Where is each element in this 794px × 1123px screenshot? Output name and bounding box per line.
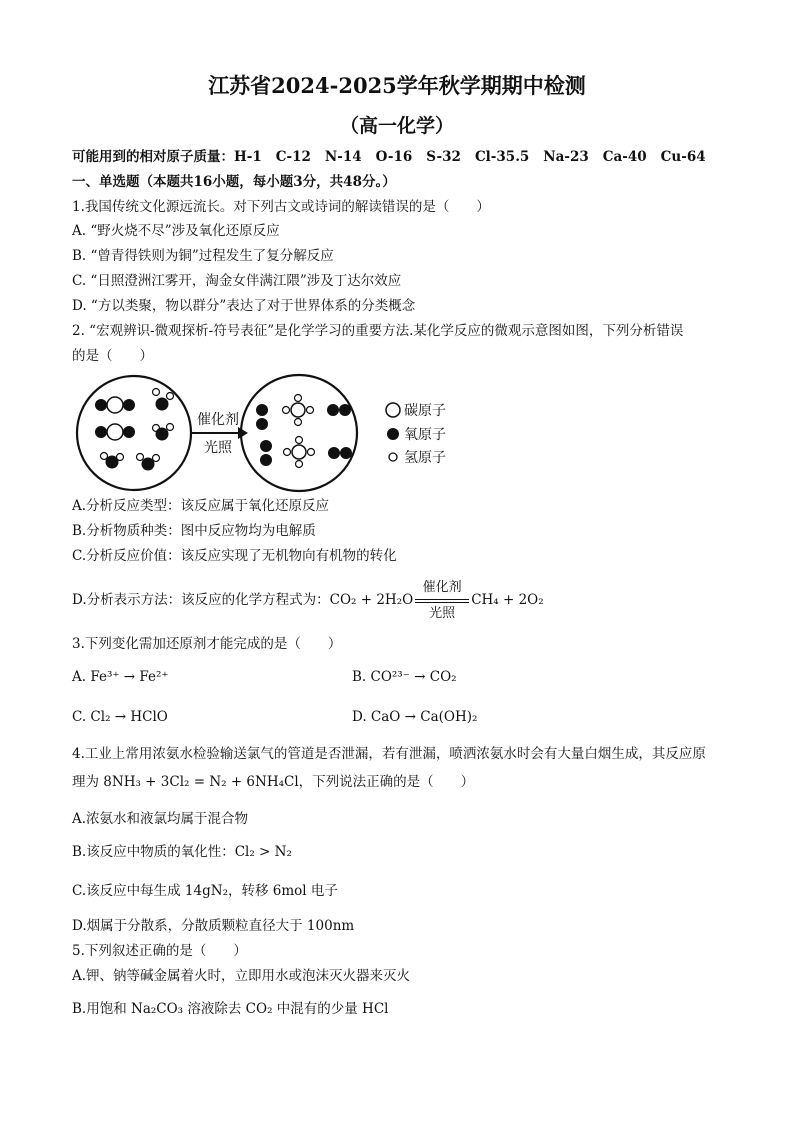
q5-option-a: A.钾、钠等碱金属着火时，立即用水或泡沫灭火器来灭火 [72,968,411,984]
reaction-diagram [70,372,460,494]
mass-cu: Cu-64 [660,149,706,165]
q1-option-d: D. “方以类聚，物以群分”表达了对于世界体系的分类概念 [72,298,416,314]
q2-stem-line1: 2. “宏观辨识-微观探析-符号表征”是化学学习的重要方法.某化学反应的微观示意图如图，下列分析错误 [72,323,684,339]
legend-carbon: 碳原子 [404,403,446,419]
q4-option-d: D.烟属于分散系，分散质颗粒直径大于 100nm [72,918,355,934]
mass-ca: Ca-40 [602,149,647,165]
diagram-condition-top: 催化剂 [197,412,239,428]
q4-option-b: B.该反应中物质的氧化性：Cl₂ > N₂ [72,844,292,860]
q4-option-a: A.浓氨水和液氯均属于混合物 [72,811,249,827]
q1-option-c: C. “日照澄洲江雾开，淘金女伴满江隈”涉及丁达尔效应 [72,273,402,289]
mass-o: O-16 [375,149,413,165]
q2-d-condition-top: 催化剂 [422,579,462,595]
q3-option-d: D. CaO → Ca(OH)₂ [352,709,478,725]
mass-n: N-14 [324,149,362,165]
q4-option-c: C.该反应中每生成 14gN₂，转移 6mol 电子 [72,883,338,899]
q2-d-rhs: CH₄ + 2O₂ [471,592,544,608]
oxygen-atom-icon [387,428,399,440]
exam-title: 江苏省2024-2025学年秋学期期中检测 [208,73,586,98]
q2-option-a: A.分析反应类型：该反应属于氧化还原反应 [72,498,330,514]
section-heading: 一、单选题（本题共16小题，每小题3分，共48分。） [72,174,396,190]
q3-option-a: A. Fe³⁺ → Fe²⁺ [72,669,169,685]
q2-option-c: C.分析反应价值：该反应实现了无机物向有机物的转化 [72,548,397,564]
mass-cl: Cl-35.5 [474,149,530,165]
q5-stem: 5.下列叙述正确的是（ ） [72,943,247,959]
q2-d-condition-bottom: 光照 [429,605,456,621]
diagram-condition-bottom: 光照 [204,440,232,456]
q2-stem-line2: 的是（ ） [72,348,153,364]
legend-oxygen: 氧原子 [404,427,446,443]
mass-c: C-12 [275,149,311,165]
q3-stem: 3.下列变化需加还原剂才能完成的是（ ） [72,636,342,652]
q2-d-lhs: CO₂ + 2H₂O [329,592,414,608]
legend-hydrogen: 氢原子 [404,450,446,466]
mass-h: H-1 [234,149,262,165]
q1-stem: 1.我国传统文化源远流长。对下列古文或诗词的解读错误的是（ ） [72,199,490,215]
q2-option-d [72,578,544,622]
mass-na: Na-23 [543,149,589,165]
q4-stem-line1: 4.工业上常用浓氨水检验输送氯气的管道是否泄漏，若有泄漏，喷洒浓氨水时会有大量白烟生成，其反应原 [72,746,706,762]
masses-label: 可能用到的相对原子质量： [72,149,234,165]
exam-subtitle: （高一化学） [339,115,454,137]
q1-option-b: B. “曾青得铁则为铜”过程发生了复分解反应 [72,248,334,264]
atomic-masses [72,148,720,166]
q3-option-c: C. Cl₂ → HClO [72,709,168,725]
carbon-atom-icon [386,403,400,417]
q3-option-b: B. CO²³⁻ → CO₂ [352,669,457,685]
q2-option-b: B.分析物质种类：图中反应物均为电解质 [72,523,316,539]
q5-option-b: B.用饱和 Na₂CO₃ 溶液除去 CO₂ 中混有的少量 HCl [72,1001,389,1017]
q2-d-prefix: D.分析表示方法：该反应的化学方程式为： [72,592,330,608]
hydrogen-atom-icon [389,453,397,461]
q4-stem-line2: 理为 8NH₃ + 3Cl₂ = N₂ + 6NH₄Cl，下列说法正确的是（ ） [72,774,475,790]
reaction-condition [415,579,469,623]
q1-option-a: A. “野火烧不尽”涉及氧化还原反应 [72,223,280,239]
mass-s: S-32 [426,149,461,165]
